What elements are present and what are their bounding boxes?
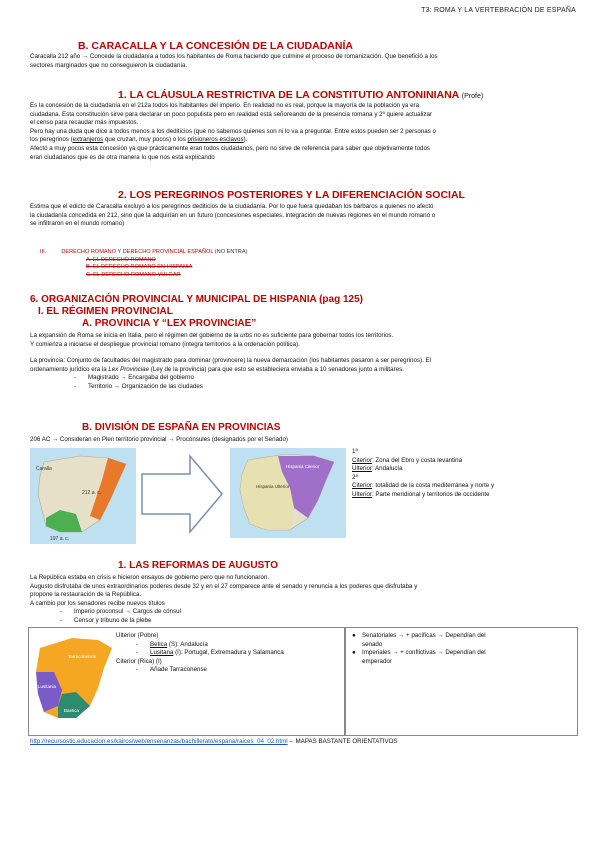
provinces-types xyxy=(352,632,572,666)
text-line: se infiltraron en el mundo romano) xyxy=(30,220,125,228)
bullet-item: - Magistrado → Encargaba del gobierno xyxy=(74,374,194,382)
section-title-organizacion: 6. ORGANIZACIÓN PROVINCIAL Y MUNICIPAL DE HISPANIA (pag 125) xyxy=(30,294,364,305)
section-title-clausula xyxy=(118,89,483,101)
derecho-title: DERECHO ROMANO Y DERECHO PROVINCIAL ESPAÑOL xyxy=(61,249,214,255)
text-span: ). xyxy=(243,136,248,144)
map-label: Hispania Citerior xyxy=(286,464,320,469)
list-item: A. EL DERECHO ROMANO xyxy=(86,257,156,263)
text-line: 2ª xyxy=(352,473,358,481)
text-span: : Zona del Ebro y costa levantina xyxy=(371,456,463,464)
bullet-text: Senatoriales → + pacíficas → Dependían del xyxy=(362,632,486,639)
text-line: Caracalla 212 año → Concede la ciudadanía a todos los habitantes de Roma haciendo que culmine el proceso de romanización. Que benefició a los xyxy=(30,53,438,60)
section-derecho xyxy=(40,249,247,255)
footer-line xyxy=(30,738,590,747)
section-title-caracalla: B. CARACALLA Y LA CONCESIÓN DE LA CIUDADANÍA xyxy=(78,40,353,52)
map-label: Caralla xyxy=(36,466,52,472)
text-line: Estima que el edicto de Caracalla excluyó a los peregrinos dediticios de la ciudadanía. Por lo que fuera quedaban los bárbaros a quienes no afectó xyxy=(30,203,434,210)
text-span: urbs xyxy=(240,332,253,339)
paragraph-reformas xyxy=(30,574,578,626)
text-line xyxy=(30,332,578,341)
paragraph-clausula xyxy=(30,102,578,162)
list-item: B. EL DERECHO ROMANO EN HISPANIA xyxy=(86,264,193,271)
text-line xyxy=(352,465,578,474)
text-line: la ciudadanía concedida en 212, sino que la adquirían en un futuro (concesiones especiales, integración de nuevas regiones en el mundo romano o xyxy=(30,211,436,219)
paragraph-provincia xyxy=(30,332,578,392)
text-line: A cambio por los senadores recibe nuevos títulos xyxy=(30,599,165,607)
text-line xyxy=(352,491,578,500)
footer-link[interactable]: http://recursostic.educacion.es/kairos/web/ensenanzas/bachillerato/espana/raices_04_02.html xyxy=(30,738,288,745)
text-line: La República estaba en crisis e hicieron ensayos de gobierno pero que no funcionaron. xyxy=(30,574,270,581)
paragraph-caracalla xyxy=(30,53,578,70)
map-provinces xyxy=(32,632,114,724)
bullet-text: Imperiales → + conflictivas → Dependían del xyxy=(362,649,486,657)
text-span: ordenamiento jurídico era la xyxy=(30,365,109,373)
text-span: extranjeros xyxy=(72,136,104,144)
bullet-item: - Censor y tribuno de la plebe xyxy=(60,616,152,624)
roman-numeral: III. xyxy=(40,249,47,255)
text-line: Y comienza a iniciarse el despliegue provincial romano (integra territorios a la ordenación política). xyxy=(30,340,300,348)
text-span: que cruzan, muy pocos) o los xyxy=(103,136,188,144)
text-line: ciudadana. Esta constitución sirve para declarar un poco populista pero en realidad está señoreando de la presencia romana y 2º quiere actualizar xyxy=(30,110,432,118)
text-span: prisioneros esclavos xyxy=(187,136,244,144)
bullet-text: Imperio proconsul → Cargos de cónsul xyxy=(74,608,181,616)
division-text xyxy=(352,448,578,500)
text-line: Ulterior (Pobre) xyxy=(116,632,159,639)
text-line xyxy=(352,457,578,466)
bullet-item: - Imperio proconsul → Cargos de cónsul xyxy=(60,608,181,616)
section-title-peregrinos: 2. LOS PEREGRINOS POSTERIORES Y LA DIFERENCIACIÓN SOCIAL xyxy=(118,189,465,201)
bullet-text: Magistrado → Encargaba del gobierno xyxy=(88,374,194,382)
text-line: sectores marginados que no conseguieron la ciudadanía. xyxy=(30,61,188,69)
section-title-reformas: 1. LAS REFORMAS DE AUGUSTO xyxy=(118,560,279,571)
provinces-text xyxy=(116,632,342,675)
text-span: : Andalucía xyxy=(371,465,403,473)
text-line xyxy=(30,366,578,375)
text-span: (Ley de la provincia) para que esto se estableciera enviaba a 10 senadores junto a militares. xyxy=(149,365,404,373)
bullet-item: - Lusitana (I): Portugal, Extremadura y Salamanca xyxy=(136,649,284,657)
text-line xyxy=(30,136,578,145)
text-span: La expansión de Roma se inicia en Italia, pero el régimen del gobierno de la xyxy=(30,332,241,339)
map-label: Hispania Ulterior xyxy=(256,484,290,489)
subsection-regimen: I. EL RÉGIMEN PROVINCIAL xyxy=(38,306,173,317)
text-span: : totalidad de la costa mediterránea y norte y xyxy=(371,482,495,490)
text-span: los peregrinos ( xyxy=(30,136,73,144)
text-line: Augusto disfrutaba de unos extraordinarios poderes desde 32 y en el 27 comparece ante el senado y renuncia a los poderes que disfrutaba y xyxy=(30,582,418,590)
text-line xyxy=(352,482,578,491)
bullet-text: Añade Tarraconense xyxy=(150,666,207,674)
text-span: Ulterior xyxy=(352,490,372,498)
text-line: el censo para recaudar más impuestos. xyxy=(30,119,139,127)
text-line: Es la concesión de la ciudadanía en el 212a todos los habitantes del imperio. En realidad no es real, porque la mayoría de la población ya era xyxy=(30,102,420,109)
title-text: 1. LA CLÁUSULA RESTRICTIVA DE LA CONSTITUTIO ANTONINIANA xyxy=(118,89,459,101)
paragraph-peregrinos xyxy=(30,203,578,229)
text-span: no es suficiente para gobernar todos los territorios. xyxy=(252,332,394,339)
map-hispania-2 xyxy=(230,448,346,538)
text-span: Lex Provinciae xyxy=(108,365,150,373)
bullet-item: - Betica (S): Andalucía xyxy=(136,640,208,648)
footer-after: → MAPAS BASTANTE ORIENTATIVOS xyxy=(287,738,398,745)
text-line: emperador xyxy=(362,657,392,665)
text-line: Citerior (Rica) (I) xyxy=(116,657,162,665)
subsection-lex-provinciae: A. PROVINCIA Y “LEX PROVINCIAE” xyxy=(82,318,257,329)
text-line: Afectó a muy pocos esta concesión ya que prácticamente eran todos ciudadanos, pero no sirve de referencia para saber que objetivamente todos xyxy=(30,144,431,152)
text-line: 206 AC → Consideran en Plen territorio provincial → Procónsules (designados por el Senado) xyxy=(30,436,288,443)
title-note: (Profe) xyxy=(461,93,484,100)
text-line: La provincia: Conjunto de facultades del magistrado para dominar (provincere) la nueva demarcación (los habitantes pasaron a ser peregrinos). El xyxy=(30,357,432,365)
text-span: Citerior xyxy=(352,456,372,464)
text-line: Pero hay una duda que dice a todos menos a los dediticios (que no sabemos quienes son ni lo va a preguntar. Entre estos pueden ser 2 personas o xyxy=(30,127,436,135)
map-label: Baetica xyxy=(64,708,80,713)
bullet-text: Censor y tribuno de la plebe xyxy=(74,616,152,624)
text-line: 1ª xyxy=(352,448,358,455)
bullet-item: ● Senatoriales → + pacíficas → Dependían del xyxy=(352,632,486,639)
map-label: 212 a. c. xyxy=(82,490,102,496)
bullet-item: - Territorio → Organización de las ciudades xyxy=(74,382,203,390)
map-label: Lusitania xyxy=(38,684,57,689)
text-span: Betica xyxy=(150,640,168,648)
text-span: Ulterior xyxy=(352,465,372,473)
arrow-icon xyxy=(138,452,226,536)
section-title-division: B. DIVISIÓN DE ESPAÑA EN PROVINCIAS xyxy=(82,422,281,433)
text-span: (I): Portugal, Extremadura y Salamanca xyxy=(173,649,284,657)
map-label: 197 a. c. xyxy=(50,536,70,542)
derecho-note: (NO ENTRA) xyxy=(214,249,248,255)
text-line: senado xyxy=(362,640,383,648)
text-line: propone la restauración de la República. xyxy=(30,591,142,599)
bullet-item: - Añade Tarraconense xyxy=(136,666,207,674)
text-span: (S): Andalucía xyxy=(167,640,208,648)
map-hispania-1 xyxy=(30,448,136,544)
text-span: Citerior xyxy=(352,482,372,490)
page-header: T3: ROMA Y LA VERTEBRACIÓN DE ESPAÑA xyxy=(421,7,576,14)
bullet-text: Territorio → Organización de las ciudades xyxy=(88,382,203,390)
list-item: C. EL DERECHO ROMANO VULGAR xyxy=(86,271,181,278)
derecho-list xyxy=(86,257,192,279)
text-span: : Parte meridional y territorios de occidente xyxy=(371,490,490,498)
text-line: eran ciudadanos que es de otra manera lo que nos está explicando xyxy=(30,153,215,161)
map-label: Tarraconensis xyxy=(68,654,97,659)
bullet-item: ● Imperiales → + conflictivas → Dependían del xyxy=(352,649,486,657)
text-span: Lusitana xyxy=(150,649,174,657)
